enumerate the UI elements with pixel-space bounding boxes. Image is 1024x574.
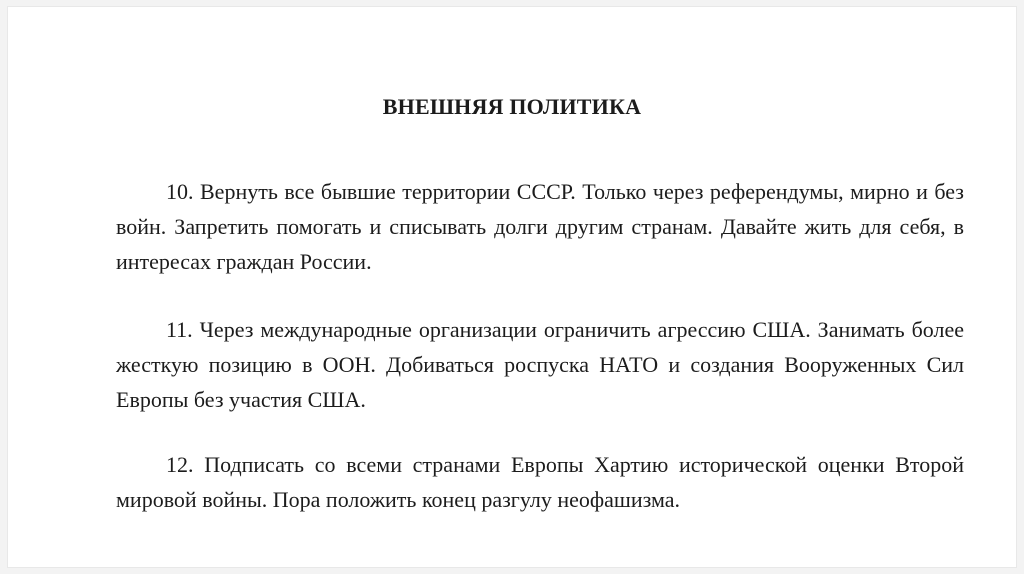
- paragraph-10: 10. Вернуть все бывшие территории СССР. Только через референдумы, мирно и без войн. Запретить помогать и списывать долги другим странам. Давайте жить для себя, в интересах граждан России.: [116, 179, 964, 274]
- paragraph-12: 12. Подписать со всеми странами Европы Хартию исторической оценки Второй мировой войны. Пора положить конец разгулу неофашизма.: [116, 452, 964, 512]
- document-page: [8, 7, 1016, 567]
- paragraph-11: 11. Через международные организации ограничить агрессию США. Занимать более жесткую позицию в ООН. Добиваться роспуска НАТО и создания Вооруженных Сил Европы без участия США.: [116, 317, 964, 412]
- document-title: ВНЕШНЯЯ ПОЛИТИКА: [382, 94, 642, 119]
